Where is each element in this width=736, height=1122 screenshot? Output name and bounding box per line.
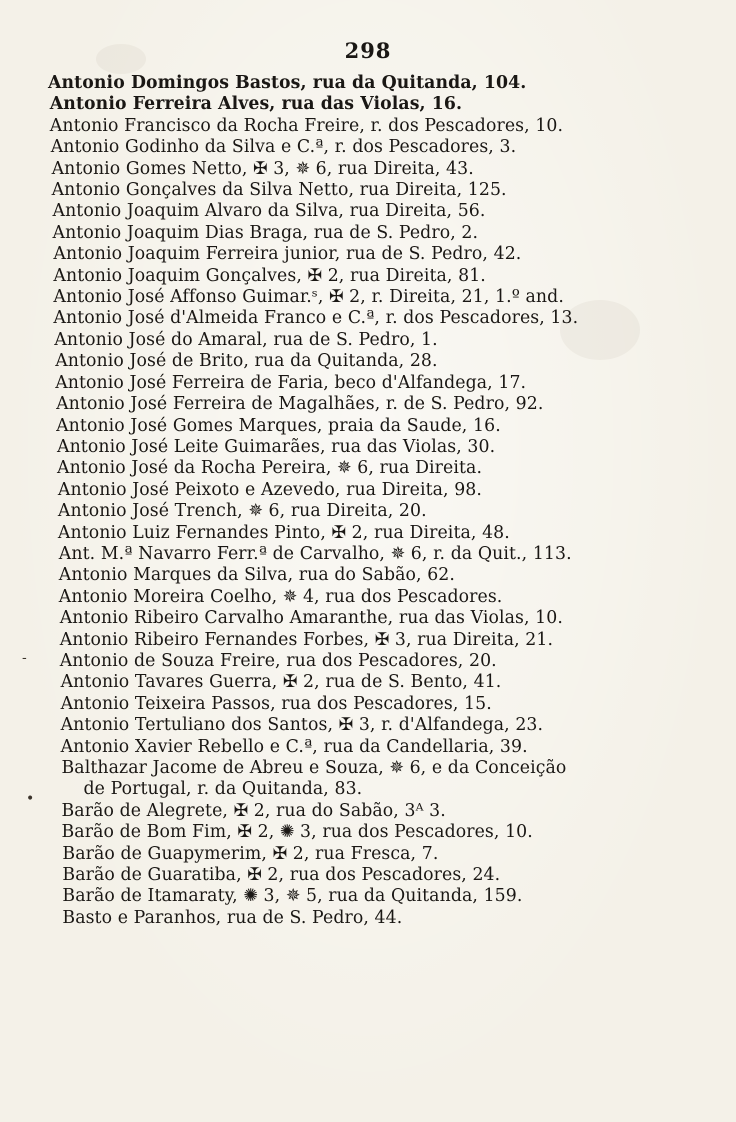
directory-entry bbox=[59, 565, 708, 586]
directory-entry bbox=[52, 159, 708, 180]
bullet-mark: • bbox=[26, 791, 35, 807]
entry-line: Antonio José da Rocha Pereira, ✵ 6, rua Direita. bbox=[57, 458, 483, 479]
entry-line: Barão de Alegrete, ✠ 2, rua do Sabão, 3ᴬ 3. bbox=[61, 800, 446, 821]
directory-entry bbox=[62, 844, 708, 865]
entry-line: Antonio José de Brito, rua da Quitanda, 28. bbox=[55, 351, 438, 372]
entry-line: Antonio Joaquim Dias Braga, rua de S. Pedro, 2. bbox=[52, 222, 479, 243]
directory-entry bbox=[52, 180, 708, 201]
directory-entry bbox=[61, 672, 708, 693]
directory-entry bbox=[57, 437, 708, 458]
margin-mark: - bbox=[22, 650, 27, 666]
entry-line: Antonio Tertuliano dos Santos, ✠ 3, r. d'Alfandega, 23. bbox=[60, 715, 544, 736]
directory-entry bbox=[53, 266, 708, 287]
directory-entry bbox=[60, 651, 708, 672]
entry-line: Antonio Francisco da Rocha Freire, r. dos Pescadores, 10. bbox=[49, 115, 564, 136]
entry-line: Antonio Marques da Silva, rua do Sabão, 62. bbox=[58, 565, 455, 586]
directory-entry bbox=[53, 308, 708, 329]
entry-continuation-line: de Portugal, r. da Quitanda, 83. bbox=[83, 779, 363, 800]
directory-entry bbox=[58, 501, 708, 522]
entry-line: Antonio José Gomes Marques, praia da Saude, 16. bbox=[56, 415, 501, 436]
directory-entry bbox=[51, 137, 708, 158]
entry-line: Antonio José d'Almeida Franco e C.ª, r. dos Pescadores, 13. bbox=[53, 308, 579, 329]
entry-line: Antonio Teixeira Passos, rua dos Pescadores, 15. bbox=[60, 693, 492, 714]
directory-entry bbox=[56, 416, 708, 437]
directory-entry bbox=[59, 587, 708, 608]
entry-line: Antonio Joaquim Gonçalves, ✠ 2, rua Direita, 81. bbox=[53, 265, 486, 286]
entry-line: Antonio de Souza Freire, rua dos Pescadores, 20. bbox=[59, 650, 497, 671]
entry-line: Antonio José Affonso Guimar.ˢ, ✠ 2, r. Direita, 21, 1.º and. bbox=[53, 287, 564, 308]
directory-entry bbox=[62, 908, 708, 929]
entry-line: Antonio Joaquim Alvaro da Silva, rua Direita, 56. bbox=[52, 201, 486, 222]
directory-entry bbox=[62, 758, 709, 801]
directory-entry bbox=[53, 223, 709, 244]
directory-entry bbox=[53, 244, 708, 265]
directory-entry bbox=[50, 116, 708, 137]
directory-entry bbox=[62, 865, 708, 886]
directory-entry bbox=[62, 886, 708, 907]
entry-line: Antonio Ferreira Alves, rua das Violas, 16. bbox=[49, 94, 463, 115]
directory-entry bbox=[55, 351, 708, 372]
entry-line: Antonio Gomes Netto, ✠ 3, ✵ 6, rua Direita, 43. bbox=[51, 158, 474, 179]
entry-line: Barão de Itamaraty, ✺ 3, ✵ 5, rua da Quitanda, 159. bbox=[62, 886, 523, 907]
directory-entry bbox=[53, 287, 708, 308]
entry-line: Basto e Paranhos, rua de S. Pedro, 44. bbox=[62, 907, 403, 928]
entry-line: Antonio Gonçalves da Silva Netto, rua Direita, 125. bbox=[51, 180, 507, 201]
directory-entry bbox=[62, 801, 709, 822]
entry-line: Antonio José Trench, ✵ 6, rua Direita, 20. bbox=[57, 501, 427, 522]
entry-line: Barão de Guapymerim, ✠ 2, rua Fresca, 7. bbox=[62, 843, 439, 864]
directory-entry bbox=[57, 458, 708, 479]
directory-entry bbox=[53, 201, 709, 222]
directory-entry bbox=[54, 330, 708, 351]
entry-line: Antonio Domingos Bastos, rua da Quitanda, 104. bbox=[48, 73, 527, 93]
directory-entry bbox=[55, 373, 708, 394]
page-number: 298 bbox=[344, 38, 392, 63]
directory-entry bbox=[58, 523, 708, 544]
directory-entry bbox=[50, 94, 708, 115]
entry-line: Antonio Moreira Coelho, ✵ 4, rua dos Pescadores. bbox=[58, 586, 503, 607]
entry-line: Antonio Godinho da Silva e C.ª, r. dos Pescadores, 3. bbox=[50, 137, 517, 158]
directory-entry bbox=[48, 73, 708, 94]
entry-line: Antonio José Ferreira de Magalhães, r. de S. Pedro, 92. bbox=[56, 394, 544, 415]
directory-entry bbox=[61, 737, 708, 758]
entry-line: Antonio Luiz Fernandes Pinto, ✠ 2, rua Direita, 48. bbox=[57, 522, 510, 543]
entry-line: Antonio José Ferreira de Faria, beco d'Alfandega, 17. bbox=[55, 372, 527, 393]
directory-entry bbox=[61, 715, 708, 736]
entry-line: Balthazar Jacome de Abreu e Souza, ✵ 6, e da Conceição bbox=[61, 758, 567, 778]
directory-entry bbox=[56, 394, 708, 415]
entry-line: Antonio José do Amaral, rua de S. Pedro, 1. bbox=[54, 329, 438, 350]
entry-line: Antonio José Peixoto e Azevedo, rua Direita, 98. bbox=[57, 479, 482, 500]
entry-line: Antonio Ribeiro Fernandes Forbes, ✠ 3, rua Direita, 21. bbox=[59, 629, 554, 650]
entry-line: Antonio José Leite Guimarães, rua das Violas, 30. bbox=[57, 436, 496, 457]
entry-line: Ant. M.ª Navarro Ferr.ª de Carvalho, ✵ 6, r. da Quit., 113. bbox=[58, 543, 572, 564]
entry-line: Antonio Ribeiro Carvalho Amaranthe, rua das Violas, 10. bbox=[59, 608, 563, 629]
directory-entry bbox=[60, 608, 708, 629]
entry-line: Barão de Bom Fim, ✠ 2, ✺ 3, rua dos Pescadores, 10. bbox=[61, 822, 533, 843]
entry-line: Antonio Tavares Guerra, ✠ 2, rua de S. Bento, 41. bbox=[60, 672, 502, 693]
entry-line: Barão de Guaratiba, ✠ 2, rua dos Pescadores, 24. bbox=[62, 865, 501, 886]
directory-entries bbox=[48, 73, 708, 929]
entry-line: Antonio Joaquim Ferreira junior, rua de S. Pedro, 42. bbox=[53, 244, 522, 265]
directory-entry bbox=[61, 694, 708, 715]
directory-entry bbox=[62, 822, 709, 843]
directory-entry bbox=[60, 630, 708, 651]
entry-line: Antonio Xavier Rebello e C.ª, rua da Candellaria, 39. bbox=[60, 736, 528, 757]
directory-entry bbox=[58, 480, 708, 501]
directory-entry bbox=[59, 544, 708, 565]
